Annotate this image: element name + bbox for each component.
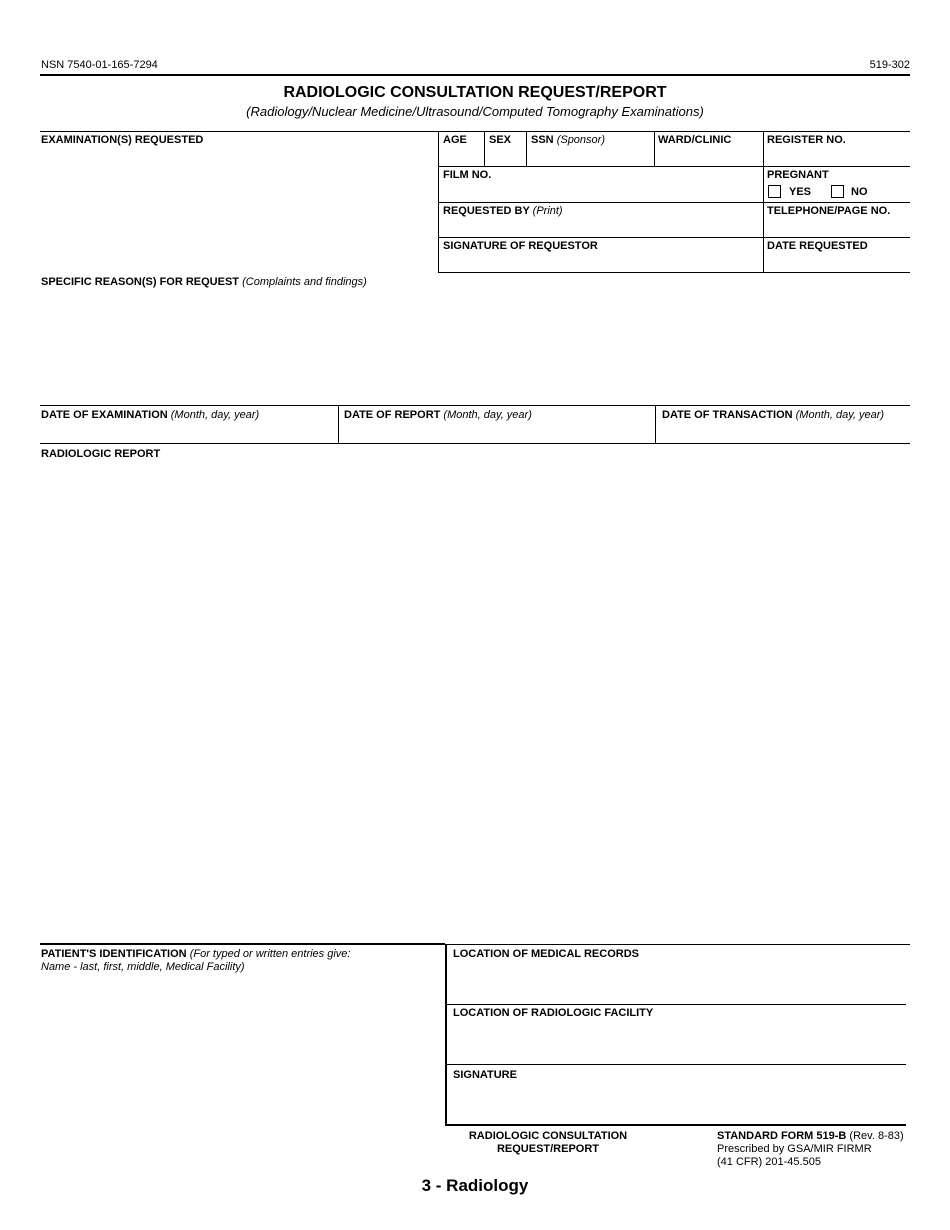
pregnant-no-checkbox[interactable] [831, 185, 844, 198]
age-label: AGE [443, 134, 467, 146]
nsn-number: NSN 7540-01-165-7294 [41, 59, 158, 71]
examinations-requested-field[interactable] [40, 148, 436, 272]
specific-reason-field[interactable] [40, 290, 910, 402]
register-number-label: REGISTER NO. [767, 134, 846, 146]
form-name-line-1: RADIOLOGIC CONSULTATION [468, 1130, 628, 1142]
specific-reason-note: (Complaints and findings) [242, 276, 367, 288]
signature-label: SIGNATURE [453, 1069, 517, 1081]
examinations-requested-label: EXAMINATION(S) REQUESTED [41, 134, 204, 146]
date-of-report-label: DATE OF REPORT (Month, day, year) [344, 409, 532, 421]
patient-identification-label: PATIENT'S IDENTIFICATION (For typed or written entries give: [41, 948, 351, 960]
radiologic-report-label: RADIOLOGIC REPORT [41, 448, 161, 460]
date-of-examination-label: DATE OF EXAMINATION (Month, day, year) [41, 409, 260, 421]
pregnant-yes-label: YES [789, 186, 812, 198]
requested-by-note: (Print) [532, 205, 563, 217]
sex-label: SEX [489, 134, 512, 146]
header-rule [40, 74, 910, 76]
copy-designation: 3 - Radiology [421, 1176, 529, 1195]
date-of-transaction-label: DATE OF TRANSACTION (Month, day, year) [662, 409, 885, 421]
signature-of-requestor-label: SIGNATURE OF REQUESTOR [443, 240, 598, 252]
telephone-label: TELEPHONE/PAGE NO. [767, 205, 891, 217]
patient-identification-note: Name - last, first, middle, Medical Facility) [41, 961, 245, 973]
form-title: RADIOLOGIC CONSULTATION REQUEST/REPORT [283, 84, 667, 101]
cfr-reference: (41 CFR) 201-45.505 [717, 1156, 821, 1168]
radiologic-report-field[interactable] [40, 462, 910, 938]
pregnant-no-label: NO [851, 186, 868, 198]
ssn-note: (Sponsor) [556, 134, 605, 146]
pregnant-yes-checkbox[interactable] [768, 185, 781, 198]
ward-clinic-label: WARD/CLINIC [658, 134, 732, 146]
requested-by-label: REQUESTED BY (Print) [443, 205, 563, 217]
radiologic-facility-location-label: LOCATION OF RADIOLOGIC FACILITY [453, 1007, 654, 1019]
specific-reason-label: SPECIFIC REASON(S) FOR REQUEST (Complaints and findings) [41, 276, 367, 288]
medical-records-location-label: LOCATION OF MEDICAL RECORDS [453, 948, 639, 960]
form-name-line-2: REQUEST/REPORT [496, 1143, 600, 1155]
film-number-label: FILM NO. [443, 169, 492, 181]
patient-identification-field[interactable] [40, 976, 440, 1124]
pregnant-label: PREGNANT [767, 169, 829, 181]
date-requested-label: DATE REQUESTED [767, 240, 868, 252]
standard-form-number: STANDARD FORM 519-B (Rev. 8-83) [717, 1130, 904, 1142]
ssn-label: SSN (Sponsor) [531, 134, 605, 146]
form-subtitle: (Radiology/Nuclear Medicine/Ultrasound/Computed Tomography Examinations) [246, 104, 704, 119]
prescribed-by: Prescribed by GSA/MIR FIRMR [717, 1143, 872, 1155]
form-code: 519-302 [869, 59, 910, 71]
request-top-rule [40, 131, 910, 132]
